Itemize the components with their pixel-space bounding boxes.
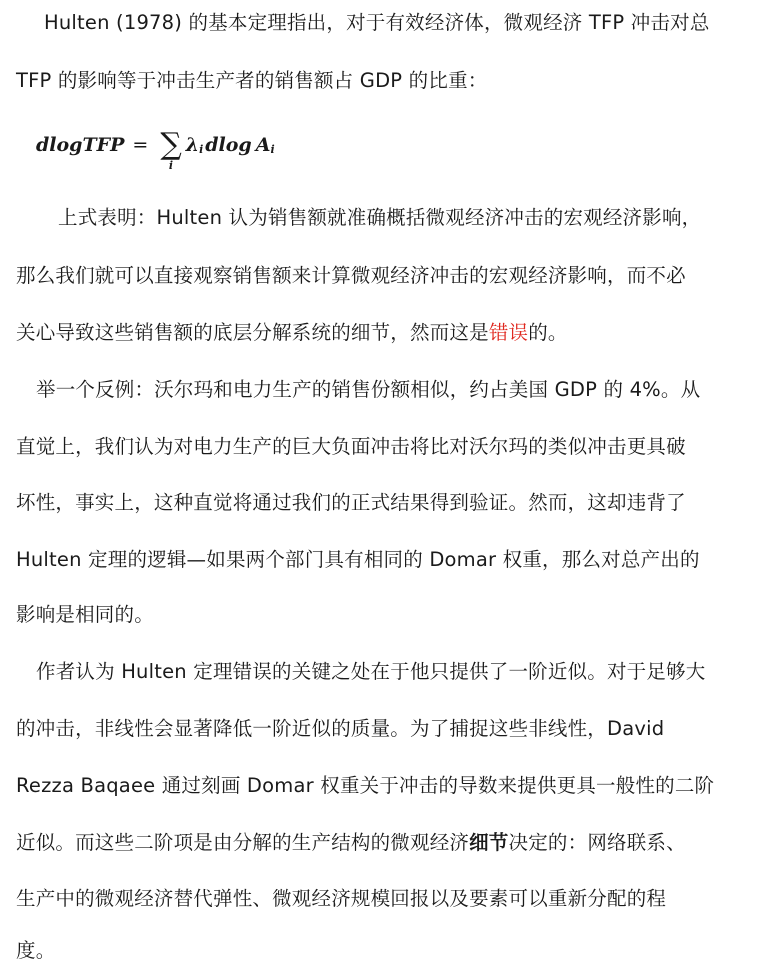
paragraph-4-line-3: Rezza Baqaee 通过刻画 Domar 权重关于冲击的导数来提供更具一般性的二阶	[16, 774, 715, 797]
formula-dlog: dlog	[205, 134, 252, 156]
paragraph-3-line-5: 影响是相同的。	[16, 603, 154, 626]
paragraph-1-line-1: Hulten (1978) 的基本定理指出，对于有效经济体，微观经济 TFP 冲击对总	[44, 11, 710, 34]
formula-lhs: dlogTFP	[36, 134, 125, 156]
paragraph-2-line-3-before: 关心导致这些销售额的底层分解系统的细节，然而这是	[16, 321, 489, 344]
paragraph-4-line-5: 生产中的微观经济替代弹性、微观经济规模回报以及要素可以重新分配的程	[16, 887, 667, 910]
paragraph-4-line-4	[16, 830, 760, 856]
sum-index: i	[168, 159, 174, 172]
sum-symbol: ∑	[160, 127, 182, 162]
paragraph-4-line-4-before: 近似。而这些二阶项是由分解的生产结构的微观经济	[16, 831, 470, 854]
paragraph-2-line-2: 那么我们就可以直接观察销售额来计算微观经济冲击的宏观经济影响，而不必	[16, 264, 686, 287]
highlight-error-word: 错误	[488, 321, 529, 344]
hulten-formula	[36, 124, 277, 172]
paragraph-4-line-4-after: 决定的：网络联系、	[508, 831, 686, 854]
paragraph-4-line-1: 作者认为 Hulten 定理错误的关键之处在于他只提供了一阶近似。对于足够大	[36, 660, 706, 683]
formula-a-sub: i	[270, 143, 275, 156]
paragraph-2-line-3-after: 的。	[528, 321, 568, 344]
paragraph-1-line-2: TFP 的影响等于冲击生产者的销售额占 GDP 的比重：	[16, 69, 488, 92]
formula-sum	[160, 127, 182, 172]
formula-a-var: A	[255, 134, 271, 156]
paragraph-4-line-2: 的冲击，非线性会显著降低一阶近似的质量。为了捕捉这些非线性，David	[16, 717, 665, 740]
formula-lambda: λ	[185, 134, 200, 156]
paragraph-2-line-1: 上式表明：Hulten 认为销售额就准确概括微观经济冲击的宏观经济影响，	[58, 206, 702, 229]
bold-details-word: 细节	[469, 831, 509, 854]
paragraph-3-line-4: Hulten 定理的逻辑—如果两个部门具有相同的 Domar 权重，那么对总产出的	[16, 548, 700, 571]
paragraph-2-line-3	[16, 320, 760, 346]
paragraph-3-line-1: 举一个反例：沃尔玛和电力生产的销售份额相似，约占美国 GDP 的 4%。从	[36, 378, 701, 401]
paragraph-3-line-3: 坏性，事实上，这种直觉将通过我们的正式结果得到验证。然而，这却违背了	[16, 491, 686, 514]
paragraph-3-line-2: 直觉上，我们认为对电力生产的巨大负面冲击将比对沃尔玛的类似冲击更具破	[16, 435, 686, 458]
formula-lambda-sub: i	[199, 143, 204, 156]
formula-equals: =	[132, 134, 149, 156]
paragraph-4-line-6: 度。	[16, 939, 56, 962]
